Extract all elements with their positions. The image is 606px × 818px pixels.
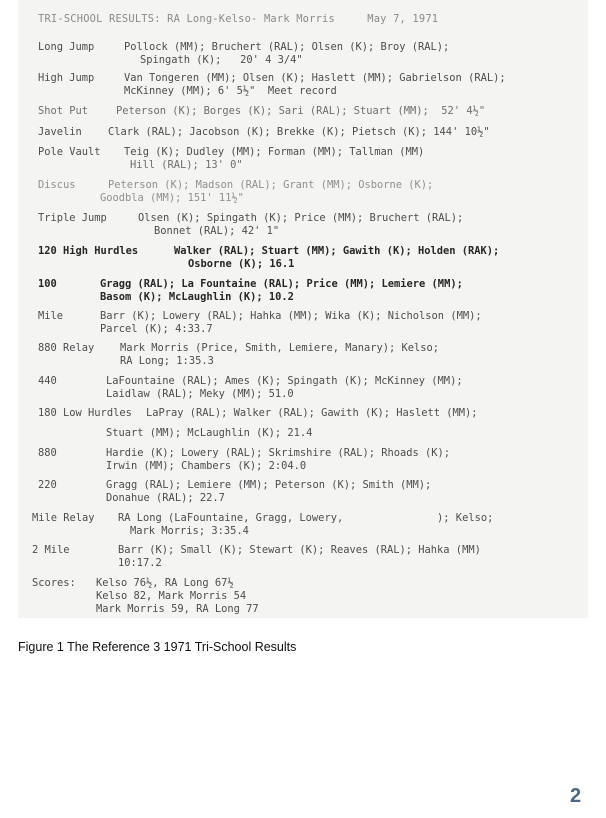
event-line: Mark Morris (Price, Smith, Lemiere, Manary); Kelso;	[120, 342, 440, 354]
event-label: 880	[38, 447, 57, 459]
event-label: Triple Jump	[38, 212, 107, 224]
event-line: Barr (K); Lowery (RAL); Hahka (MM); Wika (K); Nicholson (MM);	[100, 310, 482, 322]
event-label: Pole Vault	[38, 146, 101, 158]
event-label: Mile Relay	[32, 512, 95, 524]
event-label: Long Jump	[38, 41, 95, 53]
event-line: Olsen (K); Spingath (K); Price (MM); Bruchert (RAL);	[138, 212, 464, 224]
event-line: Walker (RAL); Stuart (MM); Gawith (K); Holden (RAK);	[174, 245, 500, 257]
event-line: Clark (RAL); Jacobson (K); Brekke (K); Pietsch (K); 144' 10½"	[108, 126, 490, 138]
event-label: 880 Relay	[38, 342, 95, 354]
event-label: Shot Put	[38, 105, 89, 117]
event-label: Discus	[38, 179, 76, 191]
event-line: LaPray (RAL); Walker (RAL); Gawith (K); Haslett (MM);	[146, 407, 478, 419]
page-number: 2	[570, 785, 582, 807]
event-label: Javelin	[38, 126, 82, 138]
score-line: Mark Morris 59, RA Long 77	[96, 603, 259, 615]
event-line: Spingath (K); 20' 4 3/4"	[140, 54, 303, 66]
event-label: High Jump	[38, 72, 95, 84]
event-line: Mark Morris; 3:35.4	[130, 525, 249, 537]
event-line: RA Long; 1:35.3	[120, 355, 214, 367]
event-line: Gragg (RAL); La Fountaine (RAL); Price (MM); Lemiere (MM);	[100, 278, 463, 290]
event-line: McKinney (MM); 6' 5½" Meet record	[124, 85, 337, 97]
event-label: 220	[38, 479, 57, 491]
event-line: Osborne (K); 16.1	[188, 258, 295, 270]
figure-caption: Figure 1 The Reference 3 1971 Tri-School Results	[18, 640, 297, 654]
event-line: Irwin (MM); Chambers (K); 2:04.0	[106, 460, 307, 472]
event-line: Donahue (RAL); 22.7	[106, 492, 225, 504]
event-label: Mile	[38, 310, 64, 322]
event-line: Van Tongeren (MM); Olsen (K); Haslett (MM); Gabrielson (RAL);	[124, 72, 506, 84]
scanned-results-sheet	[18, 0, 588, 618]
event-line: Barr (K); Small (K); Stewart (K); Reaves (RAL); Hahka (MM)	[118, 544, 481, 556]
scores-label: Scores:	[32, 577, 76, 589]
results-header: TRI-SCHOOL RESULTS: RA Long-Kelso- Mark Morris May 7, 1971	[38, 13, 439, 25]
event-line: Goodbla (MM); 151' 11½"	[100, 192, 244, 204]
event-line: 10:17.2	[118, 557, 162, 569]
event-line: Gragg (RAL); Lemiere (MM); Peterson (K); Smith (MM);	[106, 479, 432, 491]
event-line: Hardie (K); Lowery (RAL); Skrimshire (RAL); Rhoads (K);	[106, 447, 451, 459]
event-line: Hill (RAL); 13' 0"	[130, 159, 243, 171]
score-line: Kelso 76½, RA Long 67½	[96, 577, 234, 589]
event-label: 2 Mile	[32, 544, 70, 556]
event-label: 120 High Hurdles	[38, 245, 139, 257]
event-line: LaFountaine (RAL); Ames (K); Spingath (K); McKinney (MM);	[106, 375, 463, 387]
event-line: RA Long (LaFountaine, Gragg, Lowery, ); Kelso;	[118, 512, 494, 524]
event-label: 440	[38, 375, 57, 387]
event-label: 180 Low Hurdles	[38, 407, 132, 419]
event-line: Peterson (K); Madson (RAL); Grant (MM); Osborne (K);	[108, 179, 434, 191]
event-line: Basom (K); McLaughlin (K); 10.2	[100, 291, 294, 303]
score-line: Kelso 82, Mark Morris 54	[96, 590, 247, 602]
event-line: Pollock (MM); Bruchert (RAL); Olsen (K); Broy (RAL);	[124, 41, 450, 53]
event-label: 100	[38, 278, 57, 290]
event-line: Bonnet (RAL); 42' 1"	[154, 225, 280, 237]
event-line: Peterson (K); Borges (K); Sari (RAL); Stuart (MM); 52' 4½"	[116, 105, 486, 117]
event-line: Stuart (MM); McLaughlin (K); 21.4	[106, 427, 313, 439]
event-line: Teig (K); Dudley (MM); Forman (MM); Tallman (MM)	[124, 146, 425, 158]
event-line: Parcel (K); 4:33.7	[100, 323, 213, 335]
event-line: Laidlaw (RAL); Meky (MM); 51.0	[106, 388, 294, 400]
